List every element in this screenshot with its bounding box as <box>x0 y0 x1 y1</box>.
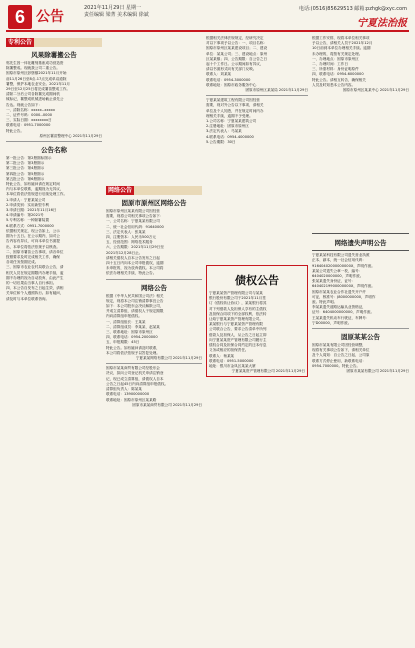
text-line: 地址：银川市金凤区某某大厦 <box>209 363 256 368</box>
header-meta <box>84 5 149 19</box>
text-line: 公司联合公告，要求公告清单中所列 <box>209 327 267 332</box>
column-1 <box>6 36 102 640</box>
column-2 <box>106 36 202 640</box>
text-line: 区某某镇；四、公告期限：自公告之日 <box>206 56 268 61</box>
text-line: 请以书面形式向有关部门反映。 <box>206 67 257 72</box>
text-line: 五、经营范围：网络技术服务 <box>106 240 153 245</box>
text-line: 四、本公告自发布之日起生效，请相 <box>6 286 64 291</box>
text-line: 依法办理相关手续，特此公告。 <box>106 271 157 276</box>
text-line: 关单位和个人遵照执行。如有疑问， <box>6 291 64 296</box>
notice-title: 网络公告 <box>141 283 167 292</box>
text-line: 固原市某某有限公司因经营调整， <box>312 343 366 348</box>
text-line: 公告之日起45日内向清算组申报债权。 <box>106 381 169 386</box>
notice-title: 固原市原州区网络公告 <box>121 199 187 207</box>
text-line: 理相关手续，逾期不予受理。 <box>206 113 253 118</box>
text-line: 请及时与本单位联系咨询。 <box>6 296 50 301</box>
notice-title: 债权公告 <box>235 274 279 288</box>
text-line: 宁夏某某资产管理有限公司与某某 <box>209 291 263 296</box>
text-line: 固原市原州区某某有限公司因经营 <box>106 209 160 213</box>
text-line: 清算组负责人：陈某某 <box>106 387 142 392</box>
debt-notice-box <box>206 265 308 377</box>
text-line: 单位：某某公司；三、建设地点：原州 <box>206 51 268 56</box>
text-line: 三、所需材料：身份证明原件 <box>312 67 359 72</box>
text-line: 让给宁夏某某资产管理有限公司。 <box>209 317 263 322</box>
text-line: 一、公司名称：宁夏某某有限公司 <box>106 219 160 224</box>
text-line: 王某某遗失机动车行驶证，车牌号： <box>312 315 370 320</box>
text-line: 六、公告期限：2021年11月29日至 <box>106 245 164 250</box>
text-line: 固原市原州区彭堡镇2021年11月开始 <box>6 71 67 76</box>
divider <box>106 363 202 364</box>
text-line: 2021年12月28日止。 <box>106 250 143 255</box>
text-line: 4.申请编号：第2021号 <box>6 213 44 218</box>
text-line: 清除二分后公司各除薯完成期间机 <box>6 92 60 97</box>
text-line: 三、实际日期：xxxxxxxx日 <box>6 118 52 123</box>
text-line: 二、证件号码：0000--0000 <box>6 113 53 118</box>
divider <box>312 328 409 329</box>
text-line: 及个人周知：自公告之日起，公司原 <box>312 353 370 358</box>
text-line: 第五批公告：第6册图示 <box>6 176 45 181</box>
text-line: 薯整，保护本地农业安全。2021年11月 <box>6 81 71 86</box>
text-line: 二、办理时间：工作日 <box>312 62 348 67</box>
text-line: 29日至12月25日将完成薯苗整成工作。 <box>6 87 71 92</box>
text-line: 借款人及担保人，从公告之日起立即 <box>209 332 267 337</box>
text-line: 需要，现对外公告以下事项，请相关 <box>206 103 264 108</box>
text-line: 特此公告。请相互转告，确保相关 <box>312 77 366 82</box>
text-line: 一、办理地点：固原市原州区 <box>312 56 359 61</box>
text-line: 郭先生因一体化雕刻基座成功营造资 <box>6 61 64 65</box>
text-line: 内向清算组申报债权。 <box>106 314 142 319</box>
text-line: 联系人：杨某某 <box>209 353 235 358</box>
text-line: 3.法定代表人：马某某 <box>206 129 242 134</box>
masthead-logo: 宁夏法治报 <box>357 18 407 29</box>
text-line: 根据工作安排，现将本单位相关事项 <box>312 36 370 40</box>
text-line: 告达。现就公告如下： <box>6 102 42 107</box>
text-line: 械标记，薯整成机械进场截止请先公 <box>6 97 64 102</box>
header-rule <box>6 30 409 32</box>
text-line: 三、固原市农业农村局联合公告，请 <box>6 265 64 270</box>
signature: 固原市原州区某某中心 2021年11月29日 <box>342 88 409 93</box>
text-line: 联系电话：13900000000 <box>106 392 150 397</box>
column-3 <box>206 36 308 640</box>
text-line: 某某银行与宁夏某某资产管理有限 <box>209 322 263 327</box>
text-line: 现将有关事项公告如下，请相关单位 <box>312 348 370 353</box>
text-line: 告内容有异议，可向本单位书面提 <box>6 239 60 244</box>
notice-title: 公告名称 <box>41 146 67 155</box>
text-line: 订《债权转让协议》，某某银行将其 <box>209 301 267 306</box>
text-line: 联系电话：0951-5000000 <box>209 358 254 363</box>
text-line: 固原市原州区某某建设项目；二、建设 <box>206 46 268 51</box>
text-line: 对下列借款人及担保人享有的主债权 <box>209 306 267 311</box>
text-line: 起十个工作日。公示期间如有异议， <box>206 62 264 67</box>
text-line: 按照要求及时完成相关工作，确保 <box>6 254 60 259</box>
text-line: 对以下事项予以公告：一、项目名称： <box>206 41 268 46</box>
text-line: 人员及时知悉本公告内容。 <box>312 82 356 87</box>
signature: 宁夏某某资产管理有限公司 2021年11月29日 <box>231 369 305 374</box>
text-line: 四、注册资本：人民币500万元 <box>106 235 156 240</box>
contact-info: 电话:(0516)85629513 邮箱:pzhgk@xyc.com <box>298 6 407 12</box>
text-line: 前11月26日至8点-17点完成单双道除 <box>6 76 67 81</box>
text-line: 三、联系地址：固原市原州区 <box>106 330 153 335</box>
text-line: 根据相关法律法规规定，经研究决定 <box>206 36 264 40</box>
text-line: 证号：6404000000000，声明作废。 <box>312 310 375 315</box>
text-line: 期为十五日。在公示期内，如对公 <box>6 234 60 239</box>
text-line: 第一批公告：第2册图标图示 <box>6 156 52 161</box>
text-line: 未办理的，将按有关规定处理。 <box>312 51 363 56</box>
text-line: 联系地址：固原市政务服务中心 <box>206 82 257 87</box>
text-line: 根据《中华人民共和国公司法》相关 <box>106 293 164 298</box>
text-line: 1.申请人：宁夏某某公司 <box>6 197 46 202</box>
issue-date: 2021年11月29日 星期一 <box>84 5 142 11</box>
signature: 固原市某某有限公司 2021年11月29日 <box>346 369 409 374</box>
text-line: 三、法定代表人：张某某 <box>106 229 146 234</box>
text-line: 银行股份有限公司于2021年11月签 <box>209 296 266 301</box>
text-line: 向宁夏某某资产管理有限公司履行主 <box>209 337 267 342</box>
signature: 原州区薯苗整理中心 2021年11月29日 <box>39 133 102 138</box>
signature: 宁夏某某网络有限公司 2021年11月29日 <box>135 356 202 361</box>
text-line: 予以公告，请相关人员于2021年12月 <box>312 41 373 46</box>
notice-body <box>6 61 102 139</box>
text-line: 特此公告，如有疑问请在规定时间 <box>6 182 60 187</box>
text-line: 二、统一社会信用代码：91640000 <box>106 224 164 229</box>
text-line: 第二批公告：第3册图示 <box>6 161 45 166</box>
text-line: 除薯整成。现就我公司二重公告。 <box>6 66 60 71</box>
text-line: 6404020000000，声明作废。 <box>312 274 364 279</box>
text-line: 宁夏某某建筑工程有限公司因经营 <box>206 98 260 103</box>
text-line: 第三批公告：第4册图示 <box>6 166 45 171</box>
text-line: 特此公告。如有疑问请及时联系， <box>106 345 160 350</box>
text-line: 0954-7000000。特此公告。 <box>312 363 361 368</box>
text-line: 四、联系电话：0954-6000000 <box>312 72 364 77</box>
text-line: 债权合同及担保合同约定的还本付息 <box>209 343 267 348</box>
text-line: 一、清算组组长：王某某 <box>106 319 146 324</box>
text-line: 固原市某某农业合作社遗失开户许 <box>312 289 366 294</box>
text-line: 四、联系电话：0954-2000000 <box>106 335 158 340</box>
text-line: 联系电话：0954-3000000 <box>206 77 251 82</box>
text-line: 联系方式停止使用，新联系电话： <box>312 358 366 363</box>
section-title: 公告 <box>36 9 64 25</box>
text-line: 记，现已成立清算组，请债权人自本 <box>106 376 164 381</box>
text-line: 张某某遗失身份证，证号： <box>312 279 356 284</box>
text-line: 期不办理的视为自动放弃，由此产生 <box>6 275 64 280</box>
text-line: 并成立清算组，请债权人于规定期限 <box>106 309 164 314</box>
divider <box>6 141 102 142</box>
text-line: 李某某遗失道路运输从业资格证， <box>312 305 366 310</box>
text-line: 二、固原市薯苗公告事项，请各单位 <box>6 249 64 254</box>
text-line: 第四批公告：第5册图示 <box>6 171 45 176</box>
text-line: 如下：本公司股东会决议解散公司， <box>106 304 164 309</box>
text-line: 1.公司名称：宁夏某某建筑公司 <box>206 119 257 124</box>
text-line: 5.公告期限：30日 <box>206 139 236 144</box>
text-line: 特此公告。 <box>6 128 24 133</box>
text-line: 本单位将依法依规进行后续处理工作。 <box>6 192 68 197</box>
text-line: 及担保合同项下的全部权利，依法转 <box>209 311 267 316</box>
text-line: 联系电话：0951-7000000 <box>6 123 51 128</box>
text-line: 64040219900000000X，声明作废。 <box>312 284 375 289</box>
notice-title: 固原某某公告 <box>341 333 380 342</box>
text-line: 2.申请类别：实用新型专利 <box>6 202 49 207</box>
text-line: 单位及个人知悉，并在规定时间内办 <box>206 108 264 113</box>
text-line: 固原市某某商贸有限公司经股东会 <box>106 366 160 371</box>
signature: 固原市原州区某某局 2021年11月29日 <box>245 88 308 93</box>
text-line: 宁D00000，声明作废。 <box>312 320 352 325</box>
section-tag: 网络公告 <box>108 187 133 194</box>
page-header <box>0 0 415 34</box>
notice-title: 风果除薯搬公告 <box>31 51 77 59</box>
text-line: 6.联系方式：0951-7000000 <box>6 223 54 228</box>
text-line: 各项任务按期完成。 <box>6 260 39 265</box>
section-bar <box>6 38 102 47</box>
section-bar <box>106 186 202 195</box>
text-line: 规定，现将本公司注销清算事宜公告 <box>106 298 164 303</box>
text-line: 91640402000000000X，声明作废。 <box>312 263 375 268</box>
text-line: 联系人：刘某某 <box>206 72 232 77</box>
text-line: 出，本单位将依法依规予以核查。 <box>6 244 60 249</box>
text-line: 10日前到本单位办理相关手续。逾期 <box>312 46 371 51</box>
text-line: 可证，核准号：J8000000000，声明作 <box>312 294 376 299</box>
signature: 固原市某某商贸有限公司 2021年11月29日 <box>132 402 202 407</box>
notice-heading-box <box>312 233 409 251</box>
text-line: 联系地址：固原市原州区某某路 <box>106 397 157 402</box>
text-line: 五、申报期限：45日 <box>106 340 140 345</box>
text-line: 内与本单位联系，逾期视为无异议， <box>6 187 64 192</box>
text-line: 正本、副本，统一社会信用代码： <box>312 258 366 263</box>
divider <box>206 95 308 96</box>
text-line: 本公司将依法依规予以答复处理。 <box>106 350 160 355</box>
editors: 责任编辑 梁菁 美术编辑 徐斌 <box>84 12 149 18</box>
text-line: 四十五日内向本公司申报债权，逾期 <box>106 261 164 266</box>
text-line: 相关人员在规定期限内办理手续，逾 <box>6 270 64 275</box>
text-line: 5.专利名称：一种除薯装置 <box>6 218 49 223</box>
text-line: 决议，拟向公司登记机关申请注销登 <box>106 371 164 376</box>
text-line: 4.联系电话：0954-4000000 <box>206 134 254 139</box>
text-line: 废。特此声明。 <box>312 300 338 305</box>
text-line: 二、清算组成员：李某某、赵某某 <box>106 324 160 329</box>
text-line: 依据相关规定，现公告如上，公示 <box>6 228 60 233</box>
notice-title: 网络遗失声明公告 <box>334 239 387 248</box>
text-line: 2.注册地址：固原市原州区 <box>206 124 249 129</box>
section-tag: 专利公告 <box>8 39 33 46</box>
text-line: 义务或相应的担保责任。 <box>209 348 249 353</box>
text-line: 一、清除名称：xxxxx--xxxxx <box>6 107 56 112</box>
text-line: 请相关债权人自本公告发布之日起 <box>106 255 160 260</box>
column-4 <box>312 36 409 640</box>
divider <box>106 279 202 280</box>
text-line: 未申报的，视为放弃债权。本公司将 <box>106 266 164 271</box>
text-line: 宁夏某某科技有限公司遗失营业执照 <box>312 253 370 258</box>
text-line: 某某公司遗失公章一枚，编号： <box>312 268 363 273</box>
text-line: 的一切后果由当事人自行承担。 <box>6 280 57 285</box>
text-line: 3.申请日期：2021年11月16日 <box>6 208 57 213</box>
page-number: 6 <box>8 5 32 29</box>
text-line: 需要，现将公司相关事项公告如下： <box>106 214 164 219</box>
